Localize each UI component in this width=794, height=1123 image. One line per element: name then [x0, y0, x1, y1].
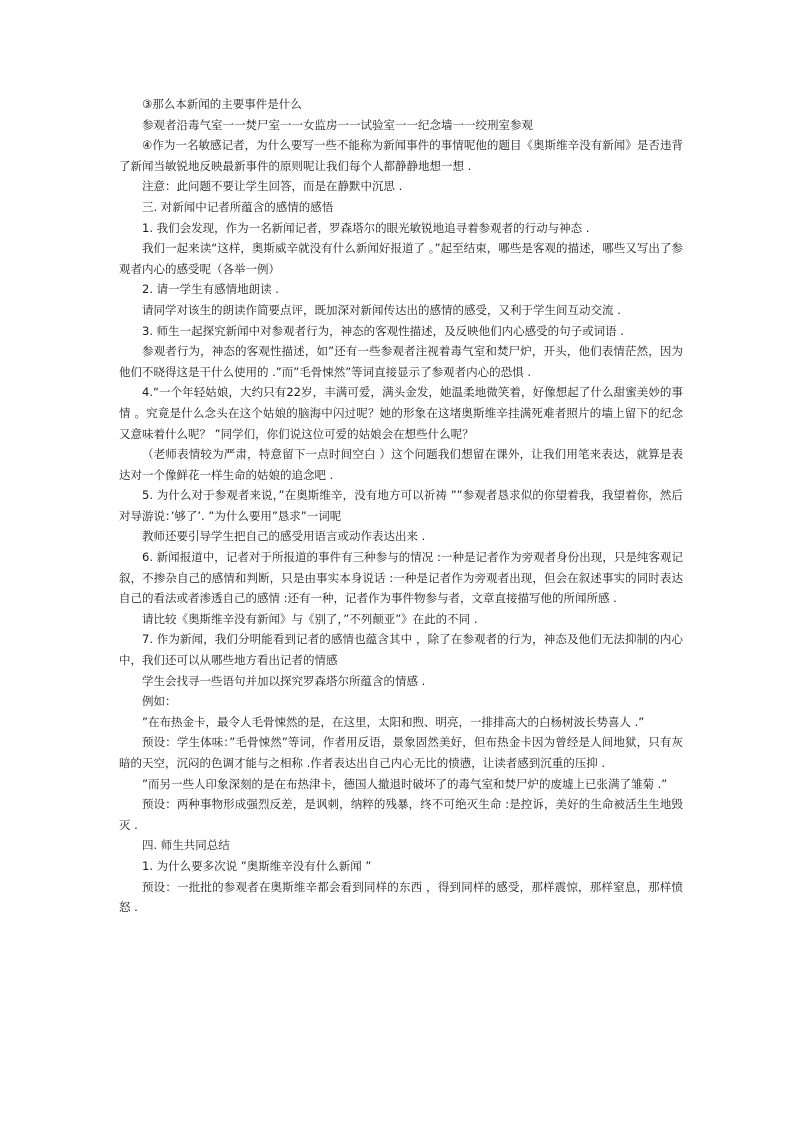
paragraph: 例如： — [142, 694, 177, 709]
paragraph: ③那么本新闻的主要事件是什么 — [142, 97, 302, 111]
paragraph: 2. 请一学生有感情地朗读 . — [142, 282, 279, 297]
paragraph: 参观者行为，神态的客观性描述，如”还有一些参观者注视着毒气室和焚尸炉，开头，他们表情茫然，因为他们不晓得这是干什么使用的 .”而”毛骨悚然”等词直接显示了参观者内心的恐惧 . — [119, 344, 683, 379]
paragraph: 1. 为什么要多次说 ”奥斯维辛没有什么新闻 ” — [142, 858, 372, 873]
paragraph: 请比较《奥斯维辛没有新闻》与《别了，”不列颠亚”》在此的不同 . — [142, 611, 478, 626]
paragraph: 3. 师生一起探究新闻中对参观者行为，神态的客观性描述，及反映他们内心感受的句子或词语 . — [142, 323, 624, 338]
paragraph: 预设：一批批的参观者在奥斯维辛都会看到同样的东西 ，得到同样的感受，那样震惊，那样窒息，那样愤怒 . — [119, 879, 683, 915]
paragraph: 预设：两种事物形成强烈反差，是讽刺，纳粹的残暴，终不可绝灭生命 :是控诉，美好的生命被活生生地毁灭 . — [119, 797, 683, 832]
paragraph: 6. 新闻报道中，记者对于所报道的事件有三种参与的情况 :一种是记者作为旁观者身份出现，只是纯客观记叙，不掺杂自己的感情和判断，只是由事实本身说话 :一种是记者作为旁观者出现，但会在叙述事实的同时表达自己的看法或者渗透自己的感情 :还有一种，记者作为事件物参与者，文章直接描写他的所闻所感 . — [119, 550, 683, 606]
quote-paragraph: ”而另一些人印象深刻的是在布热津卡，德国人撤退时破坏了的毒气室和焚尸炉的废墟上已张满了雏菊 .” — [142, 776, 668, 791]
paragraph: 参观者沿毒气室一一焚尸室一一女监房一一试验室一一纪念墙一一绞刑室参观 — [142, 117, 533, 132]
section-heading: 三. 对新闻中记者所蕴含的感情的感悟 — [142, 199, 334, 214]
paragraph: 预设：学生体味：”毛骨悚然”等词，作者用反语，景象固然美好，但布热金卡因为曾经是人间地狱，只有灰暗的天空，沉闷的色调才能与之相称 .作者表达出自己内心无比的愤懑，让读者感到沉重的压抑 . — [119, 735, 683, 770]
paragraph: 5. 为什么对于参观者来说，”在奥斯维辛，没有地方可以祈祷 ””参观者恳求似的你望着我，我望着你，然后对导游说：’够了’. ”为什么要用”恳求”一词呢 — [119, 488, 683, 523]
paragraph: 1. 我们会发现，作为一名新闻记者，罗森塔尔的眼光敏锐地追寻着参观者的行动与神态 . — [142, 220, 590, 235]
section-heading: 四. 师生共同总结 — [142, 838, 230, 853]
paragraph: ④作为一名敏感记者，为什么要写一些不能称为新闻事件的事情呢他的题目《奥斯维辛没有新闻》是否违背了新闻当敏锐地反映最新事件的原则呢让我们每个人都静静地想一想 . — [119, 138, 683, 173]
paragraph: 学生会找寻一些语句并加以探究罗森塔尔所蕴含的情感 . — [142, 673, 426, 688]
paragraph: 我们一起来读“这样，奥斯威辛就没有什么新闻好报道了 。”起至结束，哪些是客观的描述，哪些又写出了参观者内心的感受呢（各举一例） — [119, 241, 683, 276]
paragraph: （老师表情较为严肃，特意留下一点时间空白 ）这个问题我们想留在课外，让我们用笔来表达，就算是表达对一个像鲜花一样生命的姑娘的追念吧 . — [119, 447, 683, 482]
paragraph: 注意：此问题不要让学生回答，而是在静默中沉思 . — [142, 179, 403, 194]
document-body — [119, 94, 683, 918]
quote-paragraph: ”在布热金卡，最令人毛骨悚然的是，在这里，太阳和煦、明亮，一排排高大的白杨树波长势喜人 .” — [142, 714, 645, 729]
paragraph: 7. 作为新闻，我们分明能看到记者的感情也蕴含其中 ，除了在参观者的行为，神态及他们无法抑制的内心中，我们还可以从哪些地方看出记者的情感 — [119, 632, 683, 668]
paragraph: 4.“一个年轻姑娘，大约只有22岁，丰满可爱，满头金发，她温柔地微笑着，好像想起了什么甜蜜美妙的事情 。究竟是什么念头在这个姑娘的脑海中闪过呢？她的形象在这堵奥斯维辛挂满死难者照片的墙上留下的纪念又意味着什么呢？ ”同学们，你们说这位可爱的姑娘会在想些什么呢？ — [119, 385, 683, 441]
paragraph: 请同学对该生的朗读作简要点评，既加深对新闻传达出的感情的感受，又利于学生间互动交流 . — [142, 302, 621, 317]
paragraph: 教师还要引导学生把自己的感受用语言或动作表达出来 . — [142, 529, 426, 544]
